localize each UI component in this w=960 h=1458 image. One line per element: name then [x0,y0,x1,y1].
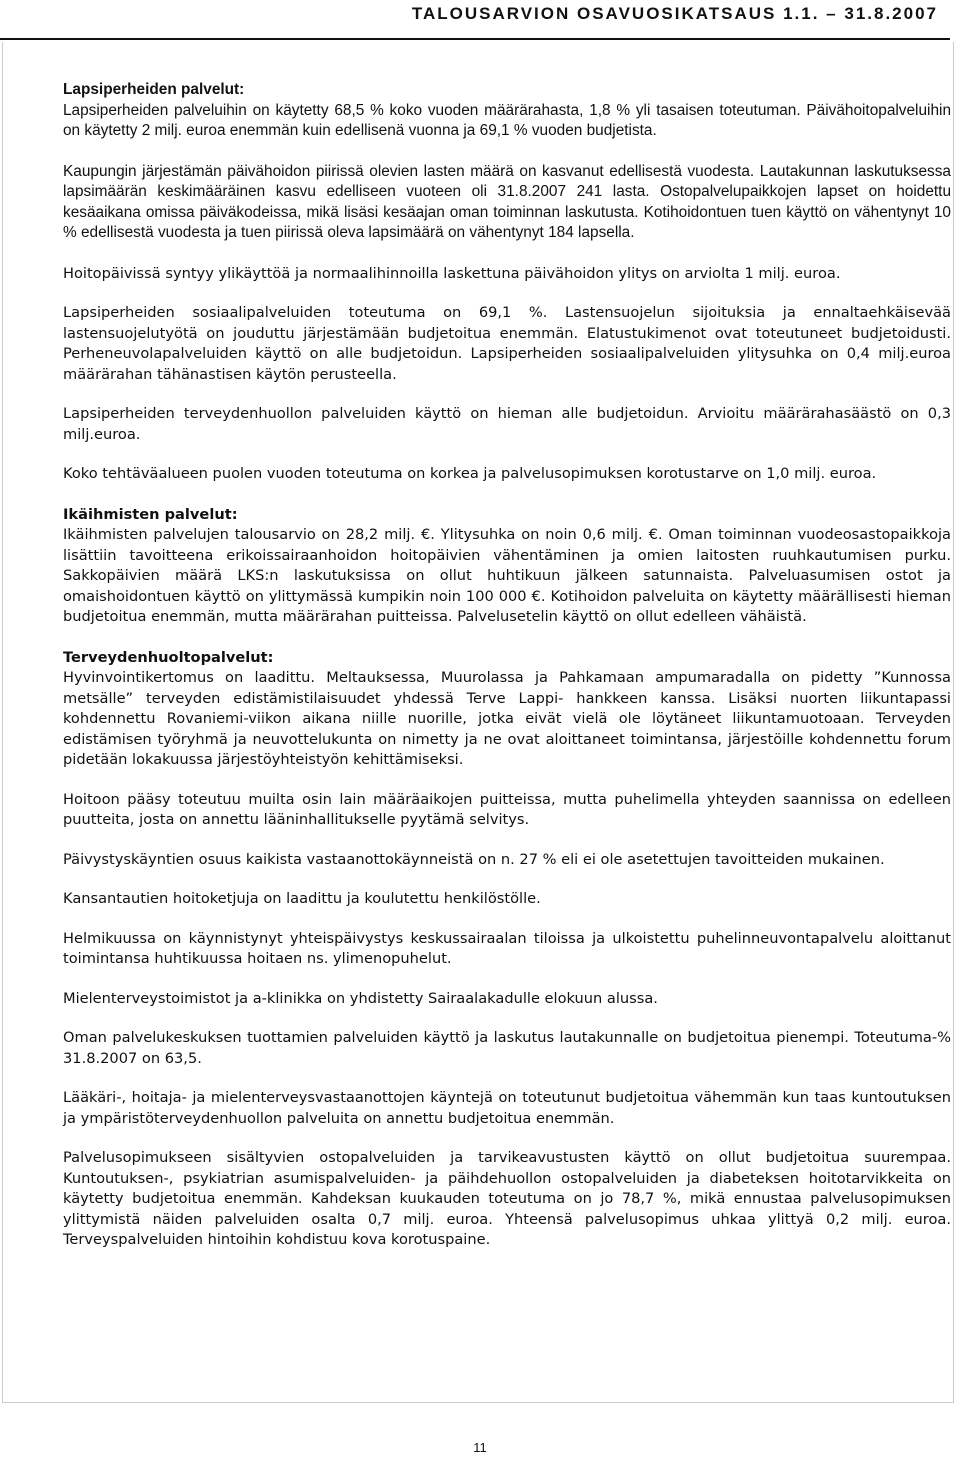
paragraph: Lapsiperheiden terveydenhuollon palveluiden käyttö on hieman alle budjetoidun. Arvioitu määrärahasäästö on 0,3 milj.euroa. [63,405,951,443]
document-title: TALOUSARVION OSAVUOSIKATSAUS 1.1. – 31.8.2007 [411,4,938,23]
paragraph: Hyvinvointikertomus on laadittu. Meltauksessa, Muurolassa ja Pahkamaan ampumaradalla on pidetty ”Kunnossa metsälle” terveyden edistämistilaisuudet yhdessä Terve Lappi- hankkeen kanssa. Lisäksi nuorten liikuntapassi kohdennettu Rovaniemi-viikon aikana niille nuorille, jotka eivät vielä ole löytäneet liikuntamuotoaan. Terveyden edistämisen työryhmä ja neuvottelukunta on nimetty ja ne ovat aloittaneet toimintansa, järjestöille kohdennettu forum pidetään lokakuussa järjestöyhteistyön kehittämiseksi. [63,669,951,768]
paragraph: Lääkäri-, hoitaja- ja mielenterveysvastaanottojen käyntejä on toteutunut budjetoitua vähemmän kun taas kuntoutuksen ja ympäristöterveydenhuollon palveluita on annettu budjetoitua enemmän. [63,1089,951,1127]
section-heading-ikaihmiset: Ikäihmisten palvelut: [63,505,238,523]
paragraph: Ikäihmisten palvelujen talousarvio on 28,2 milj. €. Ylitysuhka on noin 0,6 milj. €. Oman toiminnan vuodeosastopaikkoja lisättiin tavoitteena erikoissairaanhoidon hoitopäivien vähentäminen ja omien laitosten ruuhkautumisen purku. Sakkopäivien määrä LKS:n laskutuksissa on ollut huhtikuun jälkeen satunnaista. Palveluasumisen ostot ja omaishoidontuen käyttö on ylittymässä kumpikin noin 100 000 €. Kotihoidon palveluita on käytetty määrällisesti hieman budjetoitua enemmän, mutta määrärahan puitteissa. Palvelusetelin käyttö on ollut edelleen vähäistä. [63,526,951,625]
paragraph: Kansantautien hoitoketjuja on laadittu ja koulutettu henkilöstölle. [63,890,541,907]
paragraph: Palvelusopimukseen sisältyvien ostopalveluiden ja tarvikeavustusten käyttö on ollut budjetoitua suurempaa. Kuntoutuksen-, psykiatrian asumispalveluiden- ja päihdehuollon ostopalveluiden ja diabeteksen hoitotarvikkeita on käytetty budjetoitua enemmän. Kahdeksan kuukauden toteutuma on jo 78,7 %, mikä ennustaa palvelusopimuksen ylittymistä näiden palveluiden osalta 0,7 milj. euroa. Yhteensä palvelusopimus uhkaa ylittyä 0,2 milj. euroa. Terveyspalveluiden hintoihin kohdistuu kova korotuspaine. [63,1149,951,1248]
section-ikaihmiset [63,505,951,628]
paragraph: Päivystyskäyntien osuus kaikista vastaanottokäynneistä on n. 27 % eli ei ole asetettujen tavoitteiden mukainen. [63,850,885,868]
paragraph: Mielenterveystoimistot ja a-klinikka on yhdistetty Sairaalakadulle elokuun alussa. [63,989,658,1007]
section-lapsiperheet [63,80,951,142]
section-heading-terveydenhuolto: Terveydenhuoltopalvelut: [63,648,274,666]
paragraph: Helmikuussa on käynnistynyt yhteispäivystys keskussairaalan tiloissa ja ulkoistettu puhelinneuvontapalvelu aloittanut toimintansa huhtikuussa hoitaen ns. ylimenopuhelut. [63,929,951,967]
paragraph: Hoitopäivissä syntyy ylikäyttöä ja normaalihinnoilla laskettuna päivähoidon ylitys on arviolta 1 milj. euroa. [63,264,841,282]
paragraph: Hoitoon pääsy toteutuu muilta osin lain määräaikojen puitteissa, mutta puhelimella yhteyden saannissa on edelleen puutteita, josta on annettu lääninhallitukselle pyytämä selvitys. [63,790,951,828]
paragraph: Lapsiperheiden sosiaalipalveluiden toteutuma on 69,1 %. Lastensuojelun sijoituksia ja ennaltaehkäisevää lastensuojelutyötä on jouduttu järjestämään budjetoitua enemmän. Elatustukimenot ovat toteutuneet budjetoidusti. Perheneuvolapalveluiden käyttö on alle budjetoidun. Lapsiperheiden sosiaalipalveluiden ylitysuhka on 0,4 milj.euroa määrärahan tähänastisen käytön perusteella. [63,304,951,383]
page-header [0,0,960,40]
page-number: 11 [473,1440,487,1455]
paragraph: Kaupungin järjestämän päivähoidon piirissä olevien lasten määrä on kasvanut edellisestä vuodesta. Lautakunnan laskutuksessa lapsimäärän keskimääräinen kasvu edelliseen vuoteen oli 31.8.2007 241 lasta. Ostopalvelupaikkojen lapset on hoidettu kesäaikana omissa päiväkodeissa, mikä lisäsi kesäajan oman toiminnan laskutusta. Kotihoidontuen tuen käyttö on vähentynyt 10 % edellisestä vuodesta ja tuen piirissä oleva lapsimäärä on vähentynyt 184 lapsella. [63,162,951,241]
paragraph: Lapsiperheiden palveluihin on käytetty 68,5 % koko vuoden määrärahasta, 1,8 % yli tasaisen toteutuman. Päivähoitopalveluihin on käytetty 2 milj. euroa enemmän kuin edellisenä vuonna ja 69,1 % vuoden budjetista. [63,101,951,139]
section-terveydenhuolto [63,648,951,771]
header-rule [0,38,950,40]
section-heading-lapsiperheet: Lapsiperheiden palvelut: [63,81,245,98]
paragraph: Koko tehtäväalueen puolen vuoden toteutuma on korkea ja palvelusopimuksen korotustarve on 1,0 milj. euroa. [63,465,877,482]
document-body [63,80,951,1270]
paragraph: Oman palvelukeskuksen tuottamien palveluiden käyttö ja laskutus lautakunnalle on budjetoitua pienempi. Toteutuma-% 31.8.2007 on 63,5. [63,1029,951,1067]
